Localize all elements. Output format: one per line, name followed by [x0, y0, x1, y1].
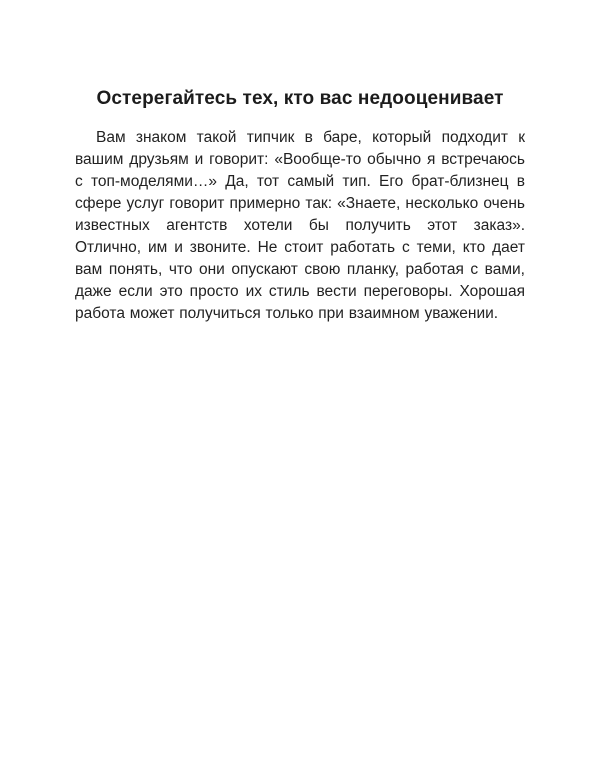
chapter-title: Остерегайтесь тех, кто вас недооценивает [96, 88, 504, 109]
body-paragraph: Вам знаком такой типчик в баре, который подходит к вашим друзьям и говорит: «Вообще-то обычно я встречаюсь с топ-моделями…» Да, тот самый тип. Его брат-близнец в сфере услуг говорит примерно так: «Знаете, несколько очень известных агентств хотели бы получить этот заказ». Отлично, им и звоните. Не стоит работать с теми, кто дает вам понять, что они опускают свою планку, работая с вами, даже если это просто их стиль вести переговоры. Хорошая работа может получиться только при взаимном уважении. [75, 128, 525, 322]
